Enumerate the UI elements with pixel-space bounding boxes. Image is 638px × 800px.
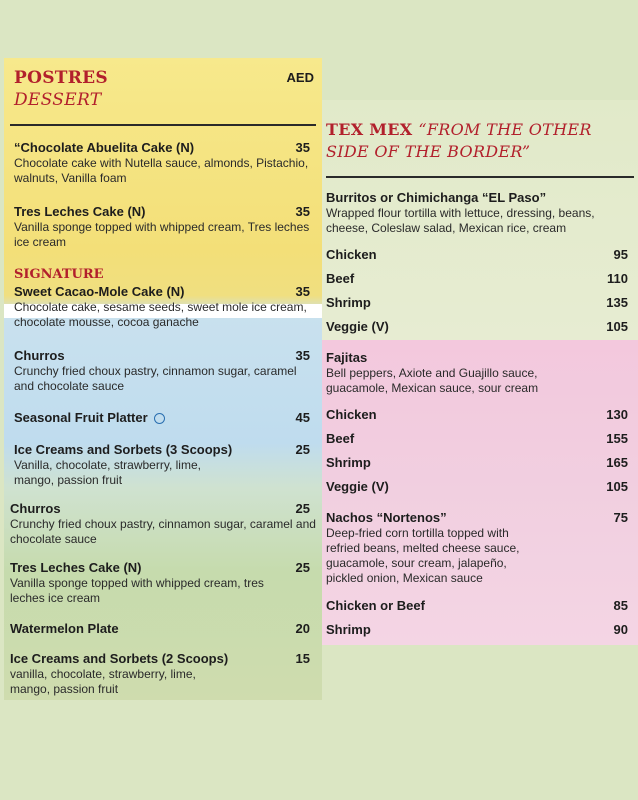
option-row bbox=[326, 455, 636, 471]
option-price: 130 bbox=[606, 407, 628, 422]
menu-item bbox=[10, 501, 318, 547]
item-price: 35 bbox=[295, 140, 310, 155]
option-name: Shrimp bbox=[326, 295, 371, 310]
item-price: 35 bbox=[295, 348, 310, 363]
texmex-title bbox=[326, 120, 592, 139]
texmex-title-sub-2: SIDE OF THE BORDER” bbox=[326, 142, 531, 161]
item-price: 75 bbox=[613, 510, 628, 525]
item-desc: Deep-fried corn tortilla topped with refried beans, melted cheese sauce, guacamole, sour cream, jalapeño, pickled onion, Mexican sauce bbox=[326, 526, 520, 585]
item-desc: Wrapped flour tortilla with lettuce, dressing, beans, cheese, Coleslaw salad, Mexican rice, cream bbox=[326, 206, 595, 235]
option-name: Chicken bbox=[326, 247, 377, 262]
option-row bbox=[326, 247, 636, 263]
option-price: 85 bbox=[613, 598, 628, 613]
item-price: 20 bbox=[295, 621, 310, 636]
option-name: Veggie (V) bbox=[326, 319, 389, 334]
item-price: 25 bbox=[295, 442, 310, 457]
item-name: Tres Leches Cake (N) bbox=[10, 560, 142, 575]
item-desc: Vanilla, chocolate, strawberry, lime, mango, passion fruit bbox=[14, 458, 201, 487]
option-row bbox=[326, 295, 636, 311]
option-price: 155 bbox=[606, 431, 628, 446]
dessert-divider bbox=[10, 124, 316, 126]
menu-item bbox=[14, 284, 318, 330]
texmex-title-sub-1: “FROM THE OTHER bbox=[418, 120, 592, 139]
item-name: Ice Creams and Sorbets (2 Scoops) bbox=[10, 651, 229, 666]
menu-item bbox=[326, 350, 556, 396]
item-price: 25 bbox=[295, 501, 310, 516]
option-name: Beef bbox=[326, 431, 355, 446]
item-price: 35 bbox=[295, 284, 310, 299]
item-price: 15 bbox=[295, 651, 310, 666]
item-name: Watermelon Plate bbox=[10, 621, 119, 636]
option-name: Veggie (V) bbox=[326, 479, 389, 494]
menu-item bbox=[326, 510, 636, 586]
menu-item bbox=[14, 410, 318, 426]
circle-icon bbox=[154, 413, 165, 424]
option-price: 135 bbox=[606, 295, 628, 310]
item-name: Nachos “Nortenos” bbox=[326, 510, 447, 525]
item-desc: vanilla, chocolate, strawberry, lime, mango, passion fruit bbox=[10, 667, 196, 696]
option-name: Chicken bbox=[326, 407, 377, 422]
item-name: Ice Creams and Sorbets (3 Scoops) bbox=[14, 442, 233, 457]
menu-item bbox=[326, 190, 632, 236]
item-desc: Vanilla sponge topped with whipped cream, tres leches ice cream bbox=[10, 576, 264, 605]
fajitas-nachos-panel bbox=[322, 340, 638, 645]
item-price: 35 bbox=[295, 204, 310, 219]
dessert-panel bbox=[4, 58, 322, 700]
item-price: 45 bbox=[295, 410, 310, 425]
item-desc: Crunchy fried choux pastry, cinnamon sugar, caramel and chocolate sauce bbox=[14, 364, 297, 393]
option-price: 90 bbox=[613, 622, 628, 637]
item-name: Burritos or Chimichanga “EL Paso” bbox=[326, 190, 547, 205]
item-name: Tres Leches Cake (N) bbox=[14, 204, 146, 219]
menu-item bbox=[10, 621, 318, 637]
option-name: Shrimp bbox=[326, 622, 371, 637]
option-name: Chicken or Beef bbox=[326, 598, 425, 613]
option-row bbox=[326, 319, 636, 335]
dessert-subtitle: DESSERT bbox=[14, 90, 102, 110]
option-row bbox=[326, 271, 636, 287]
option-row bbox=[326, 407, 636, 423]
menu-item bbox=[14, 442, 318, 488]
option-row bbox=[326, 431, 636, 447]
option-row bbox=[326, 622, 636, 638]
texmex-title-main: TEX MEX bbox=[326, 120, 413, 139]
option-row bbox=[326, 598, 636, 614]
item-desc: Chocolate cake, sesame seeds, sweet mole ice cream, chocolate mousse, cocoa ganache bbox=[14, 300, 307, 329]
texmex-panel bbox=[322, 100, 638, 340]
item-desc: Crunchy fried choux pastry, cinnamon sugar, caramel and chocolate sauce bbox=[10, 517, 316, 546]
dessert-title: POSTRES bbox=[14, 68, 108, 88]
item-name: Seasonal Fruit Platter bbox=[14, 410, 148, 425]
currency-label: AED bbox=[286, 70, 314, 85]
texmex-divider bbox=[326, 176, 634, 178]
item-name: “Chocolate Abuelita Cake (N) bbox=[14, 140, 195, 155]
item-name: Churros bbox=[10, 501, 61, 516]
item-name: Sweet Cacao-Mole Cake (N) bbox=[14, 284, 185, 299]
menu-item bbox=[14, 348, 318, 394]
option-name: Shrimp bbox=[326, 455, 371, 470]
item-desc: Chocolate cake with Nutella sauce, almonds, Pistachio, walnuts, Vanilla foam bbox=[14, 156, 309, 185]
menu-item bbox=[10, 560, 318, 606]
option-row bbox=[326, 479, 636, 495]
signature-label: SIGNATURE bbox=[14, 267, 104, 282]
option-price: 165 bbox=[606, 455, 628, 470]
item-desc: Vanilla sponge topped with whipped cream, Tres leches ice cream bbox=[14, 220, 310, 249]
option-name: Beef bbox=[326, 271, 355, 286]
option-price: 105 bbox=[606, 479, 628, 494]
option-price: 110 bbox=[607, 271, 628, 286]
item-desc: Bell peppers, Axiote and Guajillo sauce, guacamole, Mexican sauce, sour cream bbox=[326, 366, 539, 395]
item-price: 25 bbox=[295, 560, 310, 575]
option-price: 95 bbox=[613, 247, 628, 262]
menu-item bbox=[10, 651, 318, 697]
menu-item bbox=[14, 204, 318, 250]
item-name: Fajitas bbox=[326, 350, 368, 365]
item-name: Churros bbox=[14, 348, 65, 363]
menu-item bbox=[14, 140, 318, 186]
option-price: 105 bbox=[606, 319, 628, 334]
